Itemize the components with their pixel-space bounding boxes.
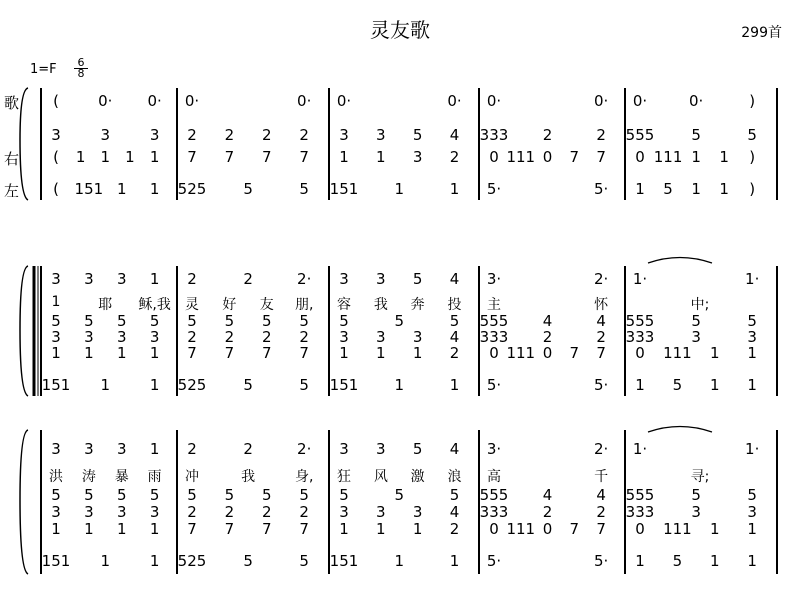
note-right-lower: 7 bbox=[224, 344, 235, 362]
note-voice: 2· bbox=[297, 270, 312, 288]
note-right-mid: 333 bbox=[479, 328, 509, 346]
note-left: 1 bbox=[449, 180, 460, 198]
note-voice: 4 bbox=[449, 440, 460, 458]
note-right-mid: 2 bbox=[596, 503, 606, 521]
note-right-lower: 1 bbox=[339, 148, 349, 166]
note-right-upper: 5 bbox=[116, 312, 127, 330]
note-right-upper: 5 bbox=[747, 126, 757, 144]
note-right-lower: 0 bbox=[542, 520, 553, 538]
note-right-upper: 3 bbox=[149, 126, 160, 144]
note-left: 5· bbox=[593, 376, 609, 394]
note-left: 5· bbox=[593, 552, 609, 570]
lyric-syllable: 我 bbox=[373, 297, 388, 313]
note-left: 1 bbox=[149, 552, 160, 570]
note-right-upper: 3 bbox=[376, 126, 386, 144]
note-right-lower: 1 bbox=[376, 520, 386, 538]
note-right-mid: 2 bbox=[224, 503, 235, 521]
note-right-mid: 4 bbox=[449, 328, 460, 346]
note-voice: 3 bbox=[84, 440, 94, 458]
note-right-upper: 555 bbox=[625, 486, 655, 504]
time-numerator: 6 bbox=[77, 56, 85, 69]
note-right-mid: 3 bbox=[84, 503, 94, 521]
note-right-mid: 2 bbox=[299, 328, 309, 346]
note-right-lower: 111 bbox=[663, 344, 692, 362]
note-right-upper: 5 bbox=[412, 126, 423, 144]
note-right-mid: 2 bbox=[262, 328, 272, 346]
note-right-mid: 3 bbox=[149, 503, 160, 521]
note-right-upper: 5 bbox=[394, 312, 405, 330]
note-right-upper: 2 bbox=[187, 126, 197, 144]
note-right-upper: 555 bbox=[625, 312, 655, 330]
note-left: 5 bbox=[672, 376, 683, 394]
note-left: 1 bbox=[100, 552, 111, 570]
note-right-upper: 5 bbox=[84, 486, 94, 504]
note-voice: 2 bbox=[187, 440, 197, 458]
note-right-mid: 3 bbox=[691, 503, 701, 521]
note-right-upper: 5 bbox=[691, 312, 701, 330]
lyric-syllable: 寻; bbox=[690, 469, 710, 485]
note-voice: 1· bbox=[632, 270, 648, 288]
note-right-mid: 2 bbox=[596, 328, 606, 346]
note-right-mid: 2 bbox=[542, 328, 553, 346]
note-left: 1 bbox=[394, 552, 405, 570]
note-voice: ) bbox=[749, 92, 756, 110]
key-signature: 1=F bbox=[30, 62, 57, 77]
note-right-mid: 4 bbox=[449, 503, 460, 521]
note-right-mid: 3 bbox=[747, 503, 757, 521]
note-left: 1 bbox=[100, 376, 111, 394]
note-right-upper: 5 bbox=[339, 312, 349, 330]
lyric-syllable: 奔 bbox=[410, 297, 425, 313]
lyric-syllable: 浪 bbox=[447, 469, 462, 485]
lyric-syllable: 投 bbox=[447, 297, 462, 313]
note-right-mid: 3 bbox=[116, 503, 127, 521]
note-right-upper: 5 bbox=[262, 486, 272, 504]
note-left: 1 bbox=[635, 180, 645, 198]
note-right-upper: 4 bbox=[449, 126, 460, 144]
note-right-upper: 5 bbox=[51, 312, 61, 330]
note-voice: 3· bbox=[486, 440, 502, 458]
note-right-upper: 4 bbox=[542, 486, 553, 504]
note-left: ) bbox=[749, 180, 756, 198]
note-voice: 3 bbox=[116, 440, 127, 458]
note-right-lower: 1 bbox=[376, 148, 386, 166]
note-left: 5· bbox=[486, 376, 502, 394]
note-left: 5 bbox=[672, 552, 683, 570]
note-left: 1 bbox=[719, 180, 729, 198]
hymn-number: 299首 bbox=[741, 25, 782, 41]
note-right-upper: 5 bbox=[262, 312, 272, 330]
note-left: 5· bbox=[486, 180, 502, 198]
note-right-lower: 1 bbox=[376, 344, 386, 362]
note-right-mid: 2 bbox=[224, 328, 235, 346]
note-right-lower: 1 bbox=[710, 344, 720, 362]
note-right-lower: 1 bbox=[691, 148, 701, 166]
note-right-lower: 0 bbox=[635, 148, 645, 166]
lyric-syllable: 容 bbox=[337, 297, 351, 313]
note-voice: 0· bbox=[336, 92, 352, 110]
lyric-syllable: 冲 bbox=[185, 469, 199, 485]
note-voice: 1 bbox=[149, 270, 160, 288]
note-right-upper: 5 bbox=[691, 486, 701, 504]
note-left: 1 bbox=[691, 180, 701, 198]
note-right-lower: 1 bbox=[719, 148, 729, 166]
lyric-syllable: 暴 bbox=[114, 469, 129, 485]
note-voice: 3· bbox=[486, 270, 502, 288]
note-voice: 5 bbox=[412, 440, 423, 458]
note-right-lower: 1 bbox=[412, 344, 423, 362]
note-left: 5 bbox=[663, 180, 673, 198]
note-right-lower: 7 bbox=[299, 148, 309, 166]
note-voice: 3 bbox=[376, 440, 386, 458]
note-right-upper: 555 bbox=[625, 126, 655, 144]
note-left: 1 bbox=[449, 376, 460, 394]
note-voice: ( bbox=[53, 92, 59, 110]
note-left: 151 bbox=[329, 376, 359, 394]
note-right-upper: 5 bbox=[299, 486, 309, 504]
note-right-lower: 111 bbox=[663, 520, 692, 538]
note-right-upper: 5 bbox=[187, 312, 197, 330]
note-right-mid: 2 bbox=[187, 503, 197, 521]
note-left: 1 bbox=[635, 552, 645, 570]
note-left: 151 bbox=[41, 552, 71, 570]
note-right-lower: 1 bbox=[100, 148, 111, 166]
note-right-upper: 5 bbox=[691, 126, 701, 144]
note-left: 151 bbox=[329, 180, 359, 198]
note-voice: 0· bbox=[688, 92, 704, 110]
note-left: 5· bbox=[593, 180, 609, 198]
lyric-syllable: 身, bbox=[294, 469, 314, 485]
note-right-lower: 7 bbox=[569, 520, 580, 538]
note-right-mid: 3 bbox=[747, 328, 757, 346]
note-right-mid: 333 bbox=[625, 328, 655, 346]
note-right-lower: 2 bbox=[449, 344, 460, 362]
note-right-lower: 7 bbox=[299, 344, 309, 362]
note-right-mid: 2 bbox=[187, 328, 197, 346]
note-voice: 2· bbox=[593, 440, 609, 458]
note-right-lower: 7 bbox=[224, 148, 235, 166]
note-voice: 0· bbox=[632, 92, 648, 110]
note-voice: 4 bbox=[449, 270, 460, 288]
note-right-lower: ( bbox=[53, 148, 59, 166]
note-right-lower: 0 bbox=[635, 520, 645, 538]
note-right-lower: 7 bbox=[262, 344, 272, 362]
note-right-lower: 1 bbox=[149, 344, 160, 362]
lyric-syllable: 我 bbox=[241, 469, 256, 485]
note-voice: 2· bbox=[297, 440, 312, 458]
note-left: 5 bbox=[243, 552, 253, 570]
note-voice: 2· bbox=[593, 270, 609, 288]
note-right-upper: 5 bbox=[149, 312, 160, 330]
note-right-upper: 5 bbox=[149, 486, 160, 504]
note-right-upper: 5 bbox=[84, 312, 94, 330]
note-voice: 1· bbox=[632, 440, 648, 458]
note-voice: 0· bbox=[447, 92, 462, 110]
note-right-upper: 4 bbox=[596, 312, 606, 330]
note-right-mid: 2 bbox=[299, 503, 309, 521]
note-right-lower: 7 bbox=[596, 344, 606, 362]
note-right-lower: 1 bbox=[149, 148, 160, 166]
note-right-mid: 2 bbox=[262, 503, 272, 521]
lyric-syllable: 洪 bbox=[49, 469, 63, 485]
note-right-mid: 3 bbox=[376, 328, 386, 346]
voice-part-label: 歌 bbox=[4, 94, 20, 112]
note-right-upper: 5 bbox=[299, 312, 309, 330]
lyric-syllable: 主 bbox=[487, 297, 501, 313]
note-voice: 3 bbox=[339, 440, 349, 458]
note-right-lower: 1 bbox=[84, 520, 94, 538]
note-right-upper: 5 bbox=[224, 486, 235, 504]
note-right-lower: 111 bbox=[506, 344, 536, 362]
note-right-lower: 1 bbox=[710, 520, 720, 538]
note-voice: 1· bbox=[745, 440, 760, 458]
note-left: 1 bbox=[710, 376, 720, 394]
note-right-lower: 1 bbox=[125, 148, 135, 166]
lyric-syllable: 1 bbox=[51, 294, 61, 310]
note-right-lower: 7 bbox=[224, 520, 235, 538]
note-right-lower: 1 bbox=[747, 344, 757, 362]
note-left: 1 bbox=[635, 376, 645, 394]
note-left: 5 bbox=[299, 552, 309, 570]
lyric-syllable: 好 bbox=[222, 297, 237, 313]
note-right-lower: 111 bbox=[506, 148, 536, 166]
note-left: 1 bbox=[710, 552, 720, 570]
right-hand-label: 右 bbox=[4, 150, 20, 168]
note-right-lower: 1 bbox=[84, 344, 94, 362]
note-right-lower: 1 bbox=[339, 344, 349, 362]
note-voice: 0· bbox=[593, 92, 609, 110]
note-right-mid: 3 bbox=[339, 503, 349, 521]
lyric-syllable: 中; bbox=[690, 297, 710, 313]
note-right-lower: 0 bbox=[542, 344, 553, 362]
lyric-syllable: 稣,我 bbox=[138, 297, 171, 313]
note-right-upper: 2 bbox=[596, 126, 606, 144]
note-right-lower: 1 bbox=[149, 520, 160, 538]
note-right-lower: 2 bbox=[449, 520, 460, 538]
note-right-upper: 4 bbox=[596, 486, 606, 504]
note-right-upper: 333 bbox=[479, 126, 509, 144]
note-right-lower: 7 bbox=[262, 148, 272, 166]
page-title: 灵友歌 bbox=[370, 18, 430, 42]
note-voice: 3 bbox=[376, 270, 386, 288]
note-left: 5 bbox=[243, 376, 253, 394]
left-hand-label: 左 bbox=[4, 182, 20, 200]
note-right-lower: 7 bbox=[569, 344, 580, 362]
note-voice: 3 bbox=[339, 270, 349, 288]
note-right-upper: 5 bbox=[187, 486, 197, 504]
note-voice: 0· bbox=[486, 92, 502, 110]
note-right-mid: 3 bbox=[412, 328, 423, 346]
note-right-lower: ) bbox=[749, 148, 756, 166]
note-right-lower: 1 bbox=[116, 344, 127, 362]
note-left: 525 bbox=[177, 180, 207, 198]
note-left: 525 bbox=[177, 376, 207, 394]
note-left: 1 bbox=[149, 376, 160, 394]
note-right-upper: 5 bbox=[449, 312, 460, 330]
note-left: 5· bbox=[486, 552, 502, 570]
note-left: 1 bbox=[116, 180, 127, 198]
note-left: 1 bbox=[449, 552, 460, 570]
note-right-lower: 7 bbox=[596, 520, 606, 538]
note-voice: 2 bbox=[243, 440, 253, 458]
note-voice: 3 bbox=[116, 270, 127, 288]
note-right-lower: 7 bbox=[187, 148, 197, 166]
note-right-upper: 2 bbox=[262, 126, 272, 144]
note-right-mid: 3 bbox=[376, 503, 386, 521]
note-right-lower: 7 bbox=[569, 148, 580, 166]
lyric-syllable: 风 bbox=[373, 469, 388, 485]
note-voice: 3 bbox=[51, 270, 61, 288]
note-right-mid: 333 bbox=[625, 503, 655, 521]
note-right-upper: 5 bbox=[51, 486, 61, 504]
lyric-syllable: 狂 bbox=[337, 469, 351, 485]
note-right-upper: 555 bbox=[479, 312, 509, 330]
note-right-lower: 1 bbox=[339, 520, 349, 538]
note-voice: 0· bbox=[184, 92, 200, 110]
note-voice: 2 bbox=[243, 270, 253, 288]
note-right-upper: 555 bbox=[479, 486, 509, 504]
note-right-upper: 3 bbox=[339, 126, 349, 144]
note-left: 1 bbox=[149, 180, 160, 198]
note-left: 1 bbox=[394, 376, 405, 394]
note-right-mid: 3 bbox=[84, 328, 94, 346]
note-right-lower: 7 bbox=[187, 344, 197, 362]
note-voice: 2 bbox=[187, 270, 197, 288]
note-right-upper: 2 bbox=[299, 126, 309, 144]
lyric-syllable: 灵 bbox=[185, 297, 199, 313]
note-voice: 0· bbox=[297, 92, 312, 110]
note-right-mid: 3 bbox=[149, 328, 160, 346]
note-right-upper: 3 bbox=[51, 126, 61, 144]
lyric-syllable: 涛 bbox=[81, 469, 96, 485]
note-voice: 1 bbox=[149, 440, 160, 458]
lyric-syllable: 激 bbox=[410, 469, 425, 485]
lyric-syllable: 友 bbox=[259, 297, 274, 313]
lyric-syllable: 朋, bbox=[294, 297, 314, 313]
note-right-mid: 333 bbox=[479, 503, 509, 521]
note-left: 5 bbox=[299, 376, 309, 394]
note-right-lower: 0 bbox=[635, 344, 645, 362]
note-left: 1 bbox=[747, 376, 757, 394]
note-right-upper: 3 bbox=[100, 126, 111, 144]
note-right-upper: 5 bbox=[449, 486, 460, 504]
note-right-mid: 3 bbox=[51, 328, 61, 346]
note-left: 151 bbox=[329, 552, 359, 570]
note-right-upper: 5 bbox=[339, 486, 349, 504]
note-left: 5 bbox=[243, 180, 253, 198]
note-right-lower: 1 bbox=[75, 148, 86, 166]
note-right-lower: 1 bbox=[412, 520, 423, 538]
note-right-lower: 2 bbox=[449, 148, 460, 166]
note-right-lower: 7 bbox=[299, 520, 309, 538]
note-right-lower: 1 bbox=[51, 520, 61, 538]
note-left: 1 bbox=[394, 180, 405, 198]
time-denominator: 8 bbox=[74, 68, 88, 79]
lyric-syllable: 高 bbox=[487, 469, 501, 485]
note-right-upper: 5 bbox=[394, 486, 405, 504]
note-right-lower: 3 bbox=[412, 148, 423, 166]
note-right-upper: 2 bbox=[224, 126, 235, 144]
note-right-lower: 0 bbox=[489, 148, 499, 166]
note-right-lower: 0 bbox=[489, 520, 499, 538]
note-left: ( bbox=[53, 180, 59, 198]
note-left: 1 bbox=[747, 552, 757, 570]
note-right-upper: 5 bbox=[116, 486, 127, 504]
note-right-lower: 1 bbox=[747, 520, 757, 538]
note-right-upper: 5 bbox=[747, 312, 757, 330]
note-right-upper: 5 bbox=[747, 486, 757, 504]
note-right-lower: 7 bbox=[262, 520, 272, 538]
note-voice: 3 bbox=[84, 270, 94, 288]
note-right-mid: 3 bbox=[339, 328, 349, 346]
note-right-upper: 2 bbox=[542, 126, 553, 144]
lyric-syllable: 千 bbox=[594, 469, 609, 485]
note-right-lower: 0 bbox=[489, 344, 499, 362]
note-left: 151 bbox=[74, 180, 104, 198]
note-right-lower: 1 bbox=[116, 520, 127, 538]
note-right-mid: 3 bbox=[116, 328, 127, 346]
note-right-upper: 5 bbox=[224, 312, 235, 330]
note-voice: 0· bbox=[98, 92, 113, 110]
note-voice: 1· bbox=[745, 270, 760, 288]
note-right-mid: 2 bbox=[542, 503, 553, 521]
lyric-syllable: 雨 bbox=[147, 469, 162, 485]
lyric-syllable: 耶 bbox=[98, 297, 113, 313]
note-voice: 5 bbox=[412, 270, 423, 288]
note-right-lower: 111 bbox=[506, 520, 536, 538]
note-right-mid: 3 bbox=[51, 503, 61, 521]
note-left: 5 bbox=[299, 180, 309, 198]
note-right-upper: 4 bbox=[542, 312, 553, 330]
note-right-mid: 3 bbox=[691, 328, 701, 346]
note-right-lower: 7 bbox=[596, 148, 606, 166]
note-right-lower: 111 bbox=[653, 148, 683, 166]
lyric-syllable: 怀 bbox=[594, 297, 609, 313]
note-left: 151 bbox=[41, 376, 71, 394]
note-right-lower: 0 bbox=[542, 148, 553, 166]
note-right-mid: 3 bbox=[412, 503, 423, 521]
note-right-lower: 7 bbox=[187, 520, 197, 538]
note-voice: 3 bbox=[51, 440, 61, 458]
note-right-lower: 1 bbox=[51, 344, 61, 362]
note-voice: 0· bbox=[147, 92, 162, 110]
note-left: 525 bbox=[177, 552, 207, 570]
